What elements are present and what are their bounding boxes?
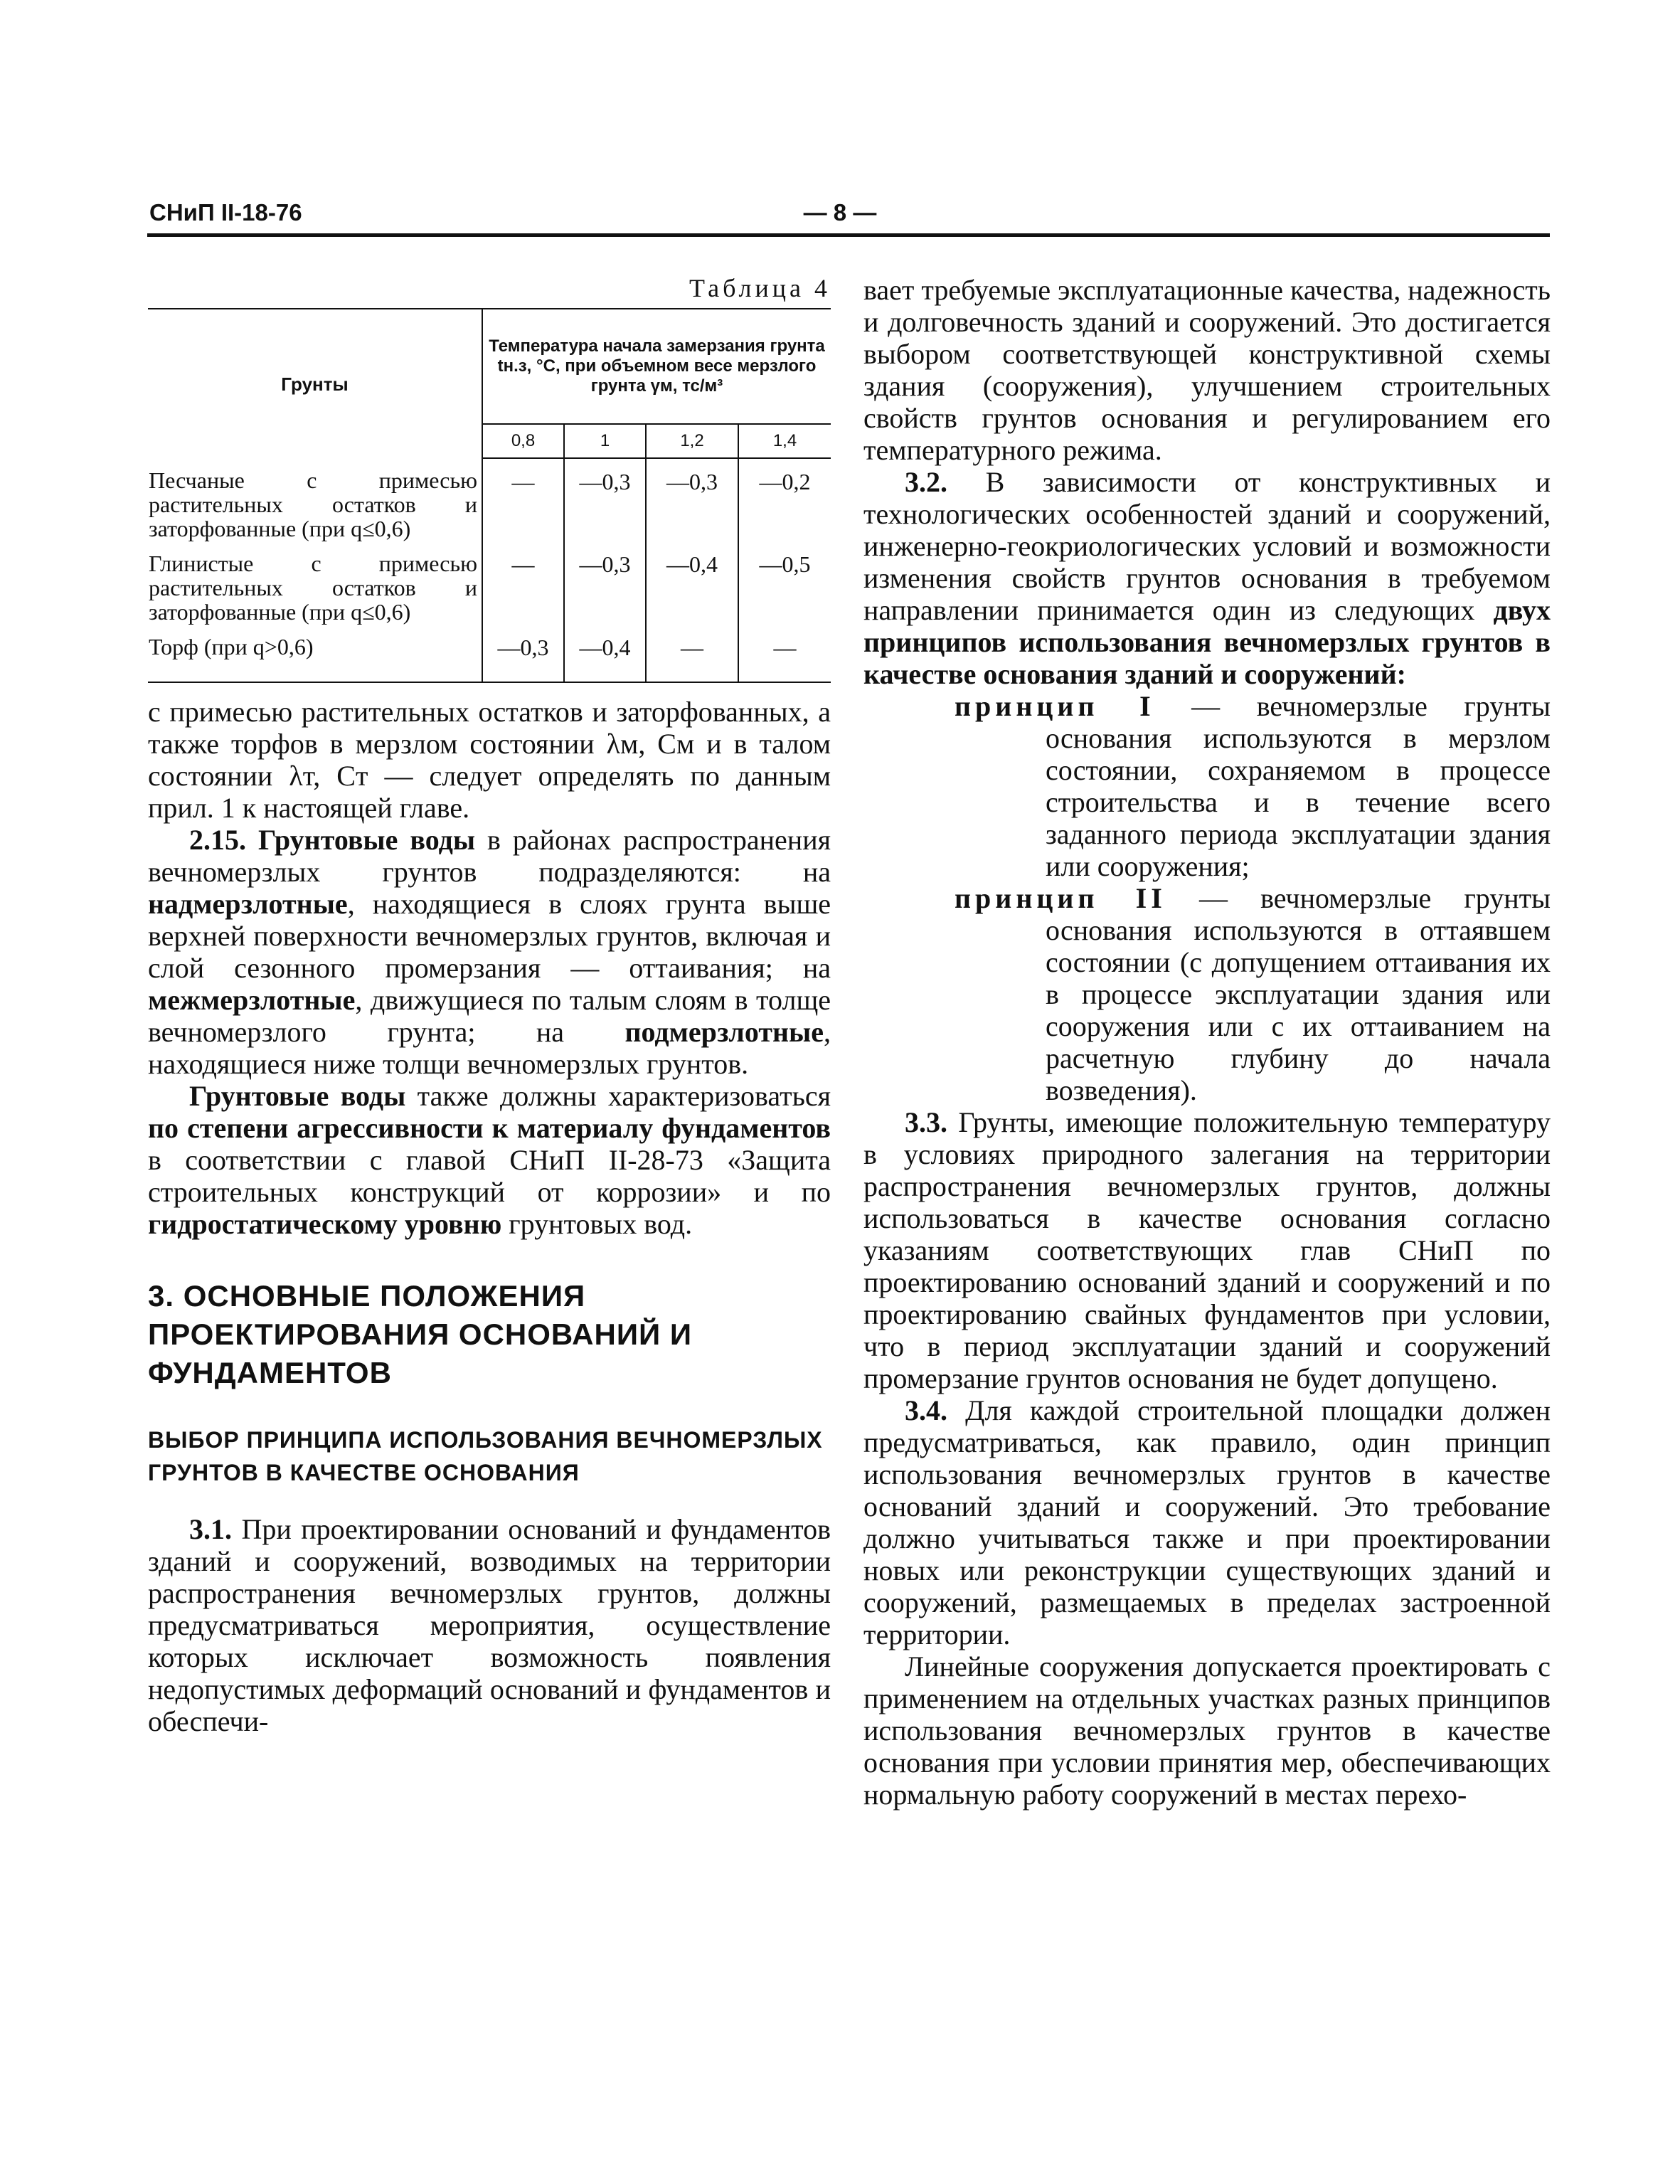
- table-cell: —0,4: [646, 541, 738, 625]
- term-two-principles: двух принципов использования вечномерзлых грунтов в качестве основания зданий и сооружений:: [863, 594, 1551, 690]
- paragraph-text: , движущиеся по талым слоям в толще вечномерзлого грунта; на: [148, 984, 831, 1048]
- table-cell: —: [738, 625, 831, 682]
- term-subpermafrost: подмерзлотные: [624, 1016, 824, 1048]
- paragraph-groundwater: [148, 1080, 831, 1240]
- table-cell: —0,3: [646, 458, 738, 541]
- paragraph-text: в районах распространения вечномерзлых грунтов подразделяются: на: [148, 824, 831, 888]
- paragraph-3-4: [863, 1394, 1551, 1650]
- paragraph-text: В зависимости от конструктивных и технологических особенностей зданий и сооружений, инженерно-геокриологических условий и возможности изменения свойств грунтов основания в требуемом направлении принимается один из следующих: [863, 466, 1551, 626]
- paragraph-text: в соответствии с главой СНиП II-28-73 «Защита строительных конструкций от коррозии» и по: [148, 1144, 831, 1208]
- clause-number: 3.4.: [905, 1394, 947, 1426]
- table-caption: Таблица 4: [689, 274, 831, 302]
- left-column: [148, 274, 831, 1737]
- term-aggressiveness: по степени агрессивности к материалу фундаментов: [148, 1112, 831, 1144]
- clause-number: 3.3.: [905, 1106, 947, 1138]
- column-header-density: 0,8: [482, 424, 564, 458]
- principle-label: принцип II: [955, 882, 1166, 914]
- paragraph-text: также должны характеризоваться: [405, 1080, 831, 1112]
- table-cell: —0,5: [738, 541, 831, 625]
- column-header-density: 1,2: [646, 424, 738, 458]
- column-header-density: 1,4: [738, 424, 831, 458]
- table-cell: —: [482, 541, 564, 625]
- right-column: [863, 274, 1551, 1811]
- principle-1: [955, 690, 1551, 882]
- term-suprapermafrost: надмерзлотные: [148, 888, 348, 920]
- soil-name: Глинистые с примесью растительных остатков и заторфованные (при q≤0,6): [149, 551, 477, 625]
- header-rule: [147, 233, 1550, 237]
- paragraph-text: грунтовых вод.: [501, 1208, 693, 1240]
- paragraph-text: , находящиеся ниже толщи вечномерзлых грунтов.: [148, 1016, 831, 1080]
- table-row: [148, 458, 831, 541]
- paragraph-3-1-continuation: вает требуемые эксплуатационные качества, надежность и долговечность зданий и сооружений. Это достигается выбором соответствующей конструктивной схемы здания (сооружения), улучшением строительных свойств грунтов основания и регулированием его температурного режима.: [863, 274, 1551, 466]
- page-number: — 8 —: [803, 199, 877, 226]
- principle-label: принцип I: [955, 690, 1155, 722]
- paragraph-text: Грунты, имеющие положительную температуру в условиях природного залегания на территории распространения вечномерзлых грунтов, должны использоваться в качестве основания согласно указаниям соответствующих глав СНиП по проектированию оснований зданий и сооружений и по проектированию свайных фундаментов при условии, что в период эксплуатации зданий и сооружений промерзание грунтов основания не будет допущено.: [863, 1106, 1551, 1394]
- paragraph-linear-structures: Линейные сооружения допускается проектировать с применением на отдельных участках разных принципов использования вечномерзлых грунтов в качестве основания при условии принятия мер, обеспечивающих нормальную работу сооружений в местах перехо-: [863, 1650, 1551, 1811]
- clause-number: 3.2.: [905, 466, 947, 498]
- principle-2: [955, 882, 1551, 1106]
- subsection-heading: ВЫБОР ПРИНЦИПА ИСПОЛЬЗОВАНИЯ ВЕЧНОМЕРЗЛЫХ ГРУНТОВ В КАЧЕСТВЕ ОСНОВАНИЯ: [148, 1427, 823, 1485]
- paragraph-2-15: [148, 824, 831, 1080]
- soil-name: Торф (при q>0,6): [149, 634, 314, 659]
- paragraph-text: При проектировании оснований и фундаментов зданий и сооружений, возводимых на территории распространения вечномерзлых грунтов, должны предусматриваться мероприятия, осуществление которых исключает возможность появления недопустимых деформаций оснований и фундаментов и обеспечи-: [148, 1513, 831, 1737]
- table-row: [148, 541, 831, 625]
- table-cell: —0,4: [564, 625, 646, 682]
- table-cell: —: [482, 458, 564, 541]
- paragraph-text: , находящиеся в слоях грунта выше верхней поверхности вечномерзлых грунтов, включая и слой сезонного промерзания — оттаивания; на: [148, 888, 831, 984]
- table-cell: —0,3: [564, 541, 646, 625]
- column-header-density: 1: [564, 424, 646, 458]
- clause-number: 2.15.: [189, 824, 246, 856]
- term-hydrostatic-level: гидростатическому уровню: [148, 1208, 502, 1240]
- table-row: [148, 625, 831, 682]
- section-heading: 3. ОСНОВНЫЕ ПОЛОЖЕНИЯ ПРОЕКТИРОВАНИЯ ОСНОВАНИЙ И ФУНДАМЕНТОВ: [148, 1279, 693, 1389]
- column-header-temperature: Температура начала замерзания грунта tн.з, °С, при объемном весе мерзлого грунта γм, тс/м³: [482, 309, 831, 424]
- freezing-temperature-table: [148, 308, 831, 696]
- table-cell: —0,3: [482, 625, 564, 682]
- clause-number: 3.1.: [189, 1513, 232, 1545]
- paragraph-text: Для каждой строительной площадки должен предусматриваться, как правило, один принцип использования вечномерзлых грунтов в качестве оснований зданий и сооружений. Это требование должно учитываться также и при проектировании новых или реконструкции существующих зданий и сооружений, размещаемых в пределах застроенной территории.: [863, 1394, 1551, 1650]
- table-cell: —: [646, 625, 738, 682]
- column-header-soils: Грунты: [148, 309, 482, 458]
- paragraph-3-3: [863, 1106, 1551, 1394]
- paragraph-3-2: [863, 466, 1551, 690]
- table-cell: —0,2: [738, 458, 831, 541]
- paragraph-continuation: с примесью растительных остатков и заторфованных, а также торфов в мерзлом состоянии λм, Cм и в талом состоянии λт, Cт — следует определять по данным прил. 1 к настоящей главе.: [148, 696, 831, 824]
- table-cell: —0,3: [564, 458, 646, 541]
- term-groundwater: Грунтовые воды: [189, 1080, 406, 1112]
- term-groundwater: Грунтовые воды: [258, 824, 476, 856]
- document-code: СНиП II-18-76: [149, 199, 302, 226]
- term-intrapermafrost: межмерзлотные: [148, 984, 356, 1016]
- paragraph-text: — вечномерзлые грунты основания используются в оттаявшем состоянии (с допущением оттаивания их в процессе эксплуатации здания или сооружения или с их оттаиванием на расчетную глубину до начала возведения).: [1046, 882, 1551, 1106]
- paragraph-text: — вечномерзлые грунты основания используются в мерзлом состоянии, сохраняемом в процессе строительства и в течение всего заданного периода эксплуатации здания или сооружения;: [1046, 690, 1551, 882]
- paragraph-3-1: [148, 1513, 831, 1737]
- soil-name: Песчаные с примесью растительных остатков и заторфованные (при q≤0,6): [149, 467, 477, 541]
